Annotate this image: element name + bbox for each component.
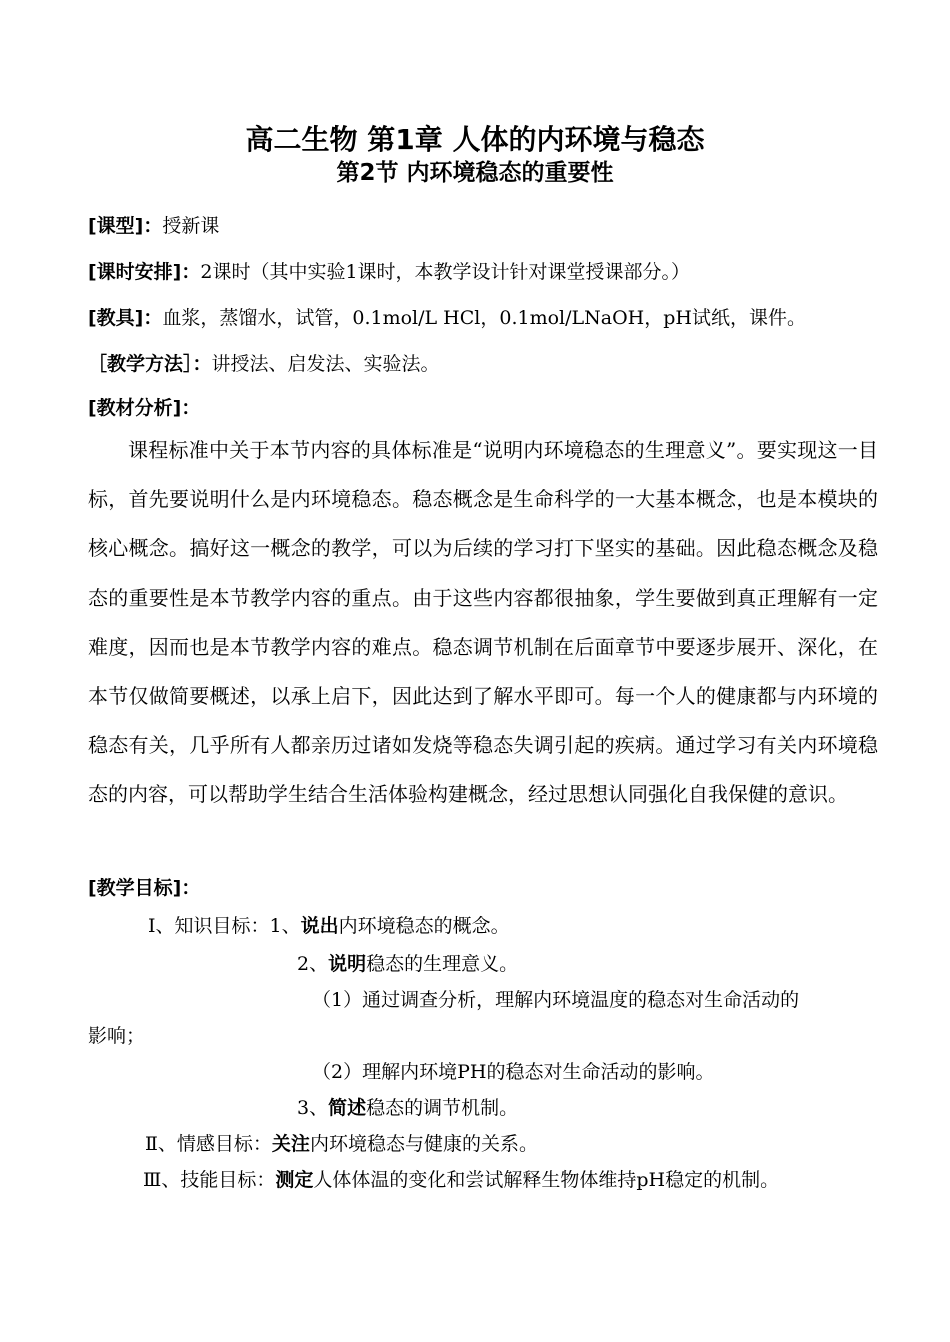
tools-label: [教具]： (88, 307, 163, 329)
course-type-value: 授新课 (162, 215, 220, 237)
skill-prefix: Ⅲ、技能目标： (143, 1169, 276, 1191)
emotion-verb: 关注 (271, 1133, 310, 1155)
knowledge-sub-2 (312, 1060, 714, 1084)
emotion-text: 内环境稳态与健康的关系。 (309, 1133, 538, 1155)
k2-text: 稳态的生理意义。 (366, 953, 519, 975)
knowledge-sub-1 (312, 988, 799, 1012)
emotion-prefix: Ⅱ、情感目标： (145, 1133, 272, 1155)
methods-label: ［教学方法］： (88, 353, 212, 375)
k1-text: 内环境稳态的概念。 (338, 915, 510, 937)
k2-verb: 说明 (328, 953, 367, 975)
schedule-label: [课时安排]： (88, 261, 201, 283)
methods-line (88, 352, 440, 376)
knowledge-sub-1-cont (88, 1024, 145, 1048)
k3-text: 稳态的调节机制。 (366, 1097, 519, 1119)
skill-text: 人体体温的变化和尝试解释生物体维持pH稳定的机制。 (313, 1169, 780, 1191)
course-type-label: [课型]： (88, 215, 163, 237)
document-title: 高二生物 第1章 人体的内环境与稳态 (245, 123, 705, 156)
analysis-heading (88, 396, 200, 420)
knowledge-prefix: Ⅰ、知识目标：1、 (148, 915, 301, 937)
schedule-value: 2课时（其中实验1课时，本教学设计针对课堂授课部分。） (200, 261, 691, 283)
emotion-objective (145, 1132, 538, 1156)
course-type-line (88, 214, 219, 238)
tools-value: 血浆，蒸馏水，试管，0.1mol/L HCl，0.1mol/LNaOH，pH试纸，课件。 (162, 307, 806, 329)
document-subtitle: 第2节 内环境稳态的重要性 (336, 160, 614, 186)
k2-sub2-text: （2）理解内环境PH的稳态对生命活动的影响。 (312, 1061, 715, 1083)
objectives-heading (88, 876, 200, 900)
methods-value: 讲授法、启发法、实验法。 (211, 353, 440, 375)
k1-verb: 说出 (300, 915, 339, 937)
schedule-line (88, 260, 690, 284)
k3-prefix: 3、 (297, 1097, 329, 1119)
knowledge-objective-2 (297, 952, 518, 976)
skill-verb: 测定 (275, 1169, 314, 1191)
k2-prefix: 2、 (297, 953, 329, 975)
k2-sub1-cont-text: 影响； (88, 1025, 146, 1047)
k2-sub1-text: （1）通过调查分析，理解内环境温度的稳态对生命活动的 (312, 989, 800, 1011)
analysis-label: [教材分析]： (88, 397, 201, 419)
k3-verb: 简述 (328, 1097, 367, 1119)
knowledge-objective-1 (148, 914, 510, 938)
objectives-label: [教学目标]： (88, 877, 201, 899)
skill-objective (143, 1168, 779, 1192)
tools-line (88, 306, 806, 330)
knowledge-objective-3 (297, 1096, 518, 1120)
analysis-paragraph: 课程标准中关于本节内容的具体标准是“说明内环境稳态的生理意义”。要实现这一目标，首先要说明什么是内环境稳态。稳态概念是生命科学的一大基本概念，也是本模块的核心概念。搞好这一概念的教学，可以为后续的学习打下坚实的基础。因此稳态概念及稳态的重要性是本节教学内容的重点。由于这些内容都很抽象，学生要做到真正理解有一定难度，因而也是本节教学内容的难点。稳态调节机制在后面章节中要逐步展开、深化，在本节仅做简要概述，以承上启下，因此达到了解水平即可。每一个人的健康都与内环境的稳态有关，几乎所有人都亲历过诸如发烧等稳态失调引起的疾病。通过学习有关内环境稳态的内容，可以帮助学生结合生活体验构建概念，经过思想认同强化自我保健的意识。 (88, 438, 878, 807)
